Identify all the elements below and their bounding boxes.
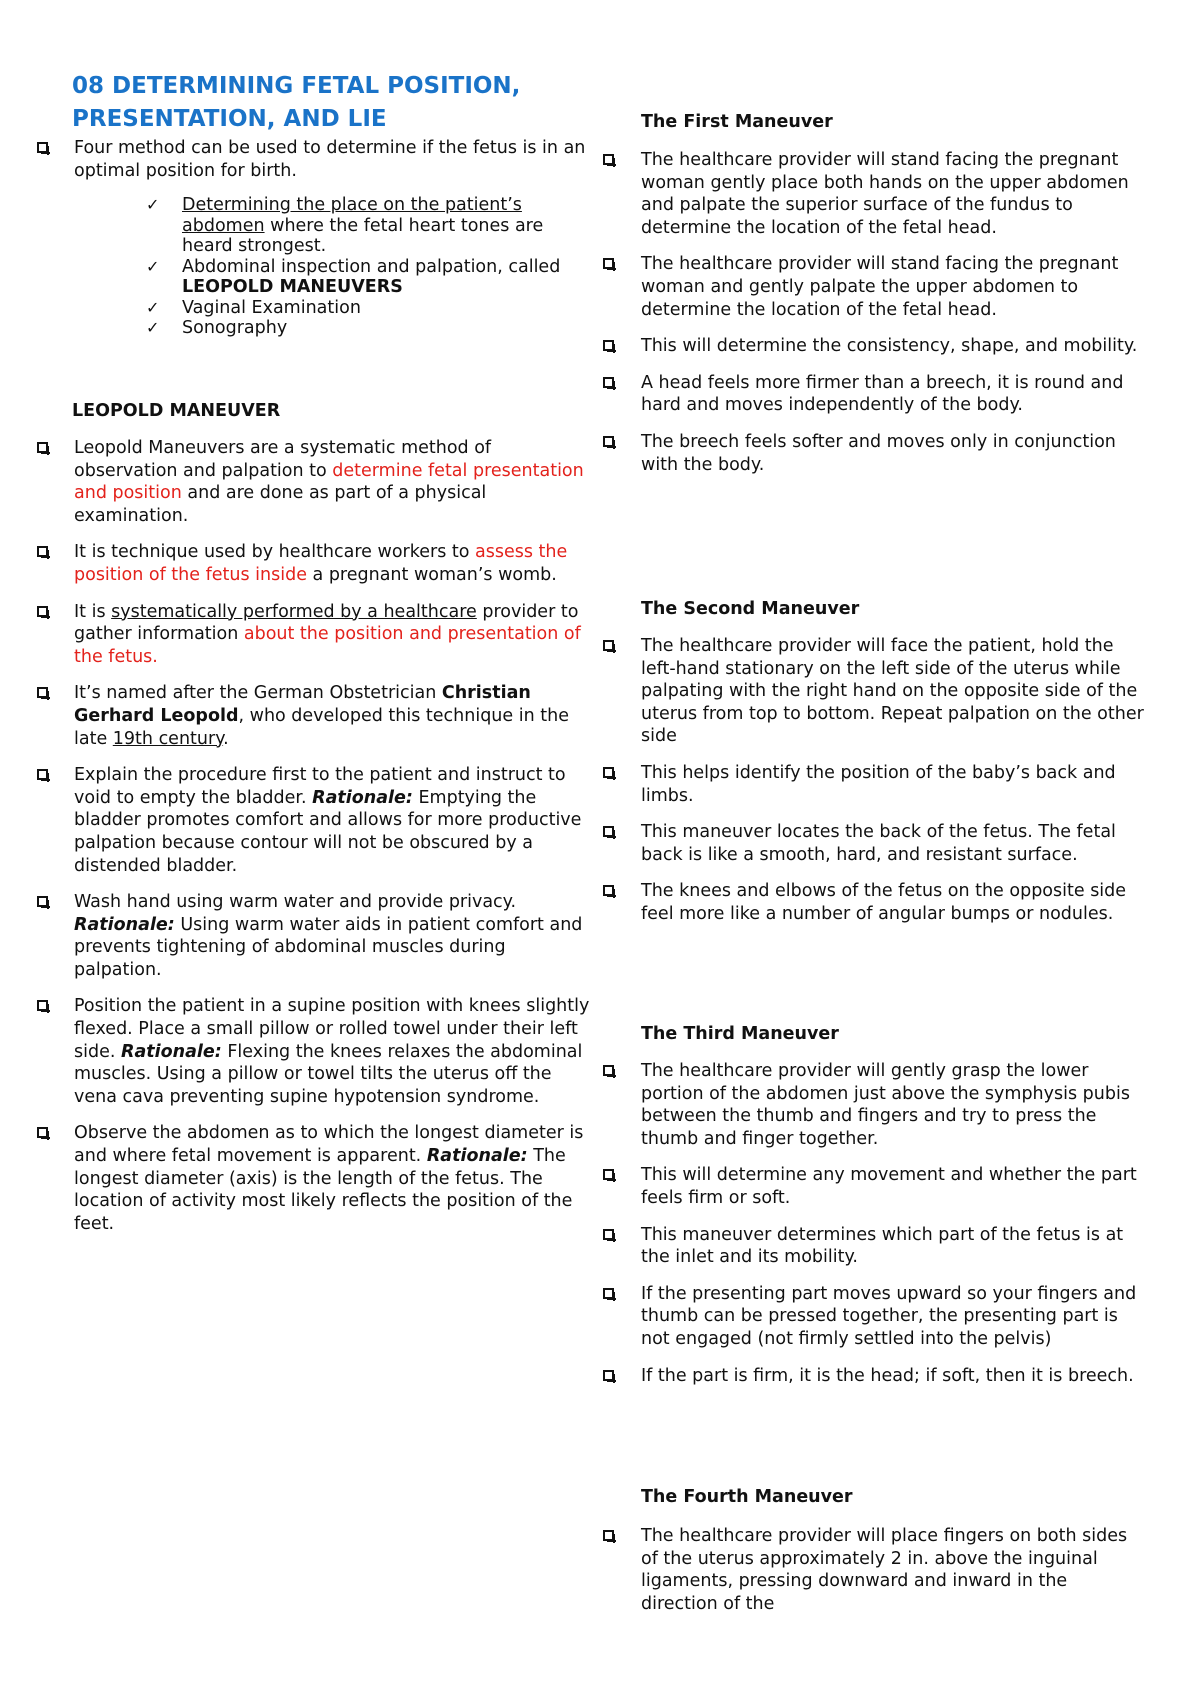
leopold-list [72, 437, 592, 1249]
third-maneuver-list [641, 1060, 1146, 1401]
checkbox-bullet-icon [603, 885, 614, 896]
checkbox-bullet-icon [603, 1065, 614, 1076]
checkbox-bullet-icon [603, 767, 614, 778]
page-title [72, 70, 592, 136]
list-item: This will determine any movement and whether the part feels firm or soft. [566, 1164, 1146, 1209]
checkbox-bullet-icon [603, 377, 614, 388]
list-item: This maneuver locates the back of the fetus. The fetal back is like a smooth, hard, and resistant surface. [566, 821, 1146, 866]
method-item: ✓ Sonography [146, 318, 288, 338]
method-item: ✓ Abdominal inspection and palpation, called LEOPOLD MANEUVERS [146, 256, 561, 297]
section-heading: The Second Maneuver [641, 599, 860, 619]
list-item: This will determine the consistency, shape, and mobility. [566, 335, 1146, 358]
checkbox-bullet-icon [37, 1000, 48, 1011]
list-item: Position the patient in a supine position with knees slightly flexed. Place a small pillow or rolled towel under their left side. Rationale: Flexing the knees relaxes the abdominal muscles. Using a pillow or towel tilts the uterus off the vena cava preventing supine hypotension syndrome. [0, 995, 592, 1108]
checkbox-bullet-icon [37, 769, 48, 780]
list-item: The healthcare provider will place fingers on both sides of the uterus approximately 2 in. above the inguinal ligaments, pressing downward and inward in the direction of the [566, 1525, 1146, 1615]
list-item: The healthcare provider will face the patient, hold the left-hand stationary on the left side of the uterus while palpating with the right hand on the opposite side of the uterus from top to bottom. Repeat palpation on the other side [566, 635, 1146, 748]
methods-list [144, 195, 584, 339]
title-line-1: 08 DETERMINING FETAL POSITION, [72, 73, 521, 99]
checkbox-bullet-icon [603, 154, 614, 165]
title-line-2: PRESENTATION, AND LIE [72, 106, 387, 132]
checkbox-bullet-icon [37, 1127, 48, 1138]
section-heading: The First Maneuver [641, 112, 833, 132]
list-item: Leopold Maneuvers are a systematic method of observation and palpation to determine fetal presentation and position and are done as part of a physical examination. [0, 437, 592, 527]
checkmark-icon: ✓ [146, 195, 160, 214]
intro-block [72, 137, 592, 182]
list-item: A head feels more firmer than a breech, it is round and hard and moves independently of the body. [566, 372, 1146, 417]
list-item: Four method can be used to determine if the fetus is in an optimal position for birth. [0, 137, 592, 182]
section-heading: The Fourth Maneuver [641, 1487, 853, 1507]
list-item: If the presenting part moves upward so your fingers and thumb can be pressed together, the presenting part is not engaged (not firmly settled into the pelvis) [566, 1283, 1146, 1351]
checkbox-bullet-icon [37, 606, 48, 617]
checkbox-bullet-icon [603, 1169, 614, 1180]
list-item: The knees and elbows of the fetus on the opposite side feel more like a number of angular bumps or nodules. [566, 880, 1146, 925]
checkbox-bullet-icon [603, 436, 614, 447]
list-item: Wash hand using warm water and provide privacy. Rationale: Using warm water aids in patient comfort and prevents tightening of abdominal muscles during palpation. [0, 891, 592, 981]
list-item: Observe the abdomen as to which the longest diameter is and where fetal movement is apparent. Rationale: The longest diameter (axis) is the length of the fetus. The location of activity most likely reflects the position of the feet. [0, 1122, 592, 1235]
checkbox-bullet-icon [37, 687, 48, 698]
fourth-maneuver-list [641, 1525, 1146, 1629]
list-item: The healthcare provider will stand facing the pregnant woman and gently palpate the upper abdomen to determine the location of the fetal head. [566, 253, 1146, 321]
checkbox-bullet-icon [603, 258, 614, 269]
second-maneuver-list [641, 635, 1146, 940]
method-item: ✓ Vaginal Examination [146, 297, 361, 318]
list-item: If the part is firm, it is the head; if soft, then it is breech. [566, 1365, 1146, 1388]
checkbox-bullet-icon [37, 142, 48, 153]
checkbox-bullet-icon [37, 442, 48, 453]
checkmark-icon: ✓ [146, 256, 160, 276]
method-item: ✓ Determining the place on the patient’s abdomen where the fetal heart tones are heard strongest. [146, 195, 544, 256]
checkmark-icon: ✓ [146, 297, 160, 317]
checkbox-bullet-icon [603, 1229, 614, 1240]
checkbox-bullet-icon [37, 896, 48, 907]
section-heading: The Third Maneuver [641, 1024, 839, 1044]
section-heading: LEOPOLD MANEUVER [72, 401, 281, 421]
list-item: It is systematically performed by a healthcare provider to gather information about the position and presentation of the fetus. [0, 601, 592, 669]
checkbox-bullet-icon [37, 546, 48, 557]
list-item: The breech feels softer and moves only in conjunction with the body. [566, 431, 1146, 476]
list-item: It is technique used by healthcare workers to assess the position of the fetus inside a pregnant woman’s womb. [0, 541, 592, 586]
list-item: Explain the procedure first to the patient and instruct to void to empty the bladder. Rationale: Emptying the bladder promotes comfort and allows for more productive palpation because contour will not be obscured by a distended bladder. [0, 764, 592, 877]
first-maneuver-list [641, 149, 1146, 490]
checkbox-bullet-icon [603, 826, 614, 837]
list-item: It’s named after the German Obstetrician Christian Gerhard Leopold, who developed this technique in the late 19th century. [0, 682, 592, 750]
checkbox-bullet-icon [603, 1530, 614, 1541]
list-item: This helps identify the position of the baby’s back and limbs. [566, 762, 1146, 807]
list-item: The healthcare provider will gently grasp the lower portion of the abdomen just above the symphysis pubis between the thumb and fingers and try to press the thumb and finger together. [566, 1060, 1146, 1150]
checkbox-bullet-icon [603, 1288, 614, 1299]
list-item: The healthcare provider will stand facing the pregnant woman gently place both hands on the upper abdomen and palpate the superior surface of the fundus to determine the location of the fetal head. [566, 149, 1146, 239]
checkbox-bullet-icon [603, 1370, 614, 1381]
checkbox-bullet-icon [603, 340, 614, 351]
checkbox-bullet-icon [603, 640, 614, 651]
list-item: This maneuver determines which part of the fetus is at the inlet and its mobility. [566, 1224, 1146, 1269]
checkmark-icon: ✓ [146, 318, 160, 337]
